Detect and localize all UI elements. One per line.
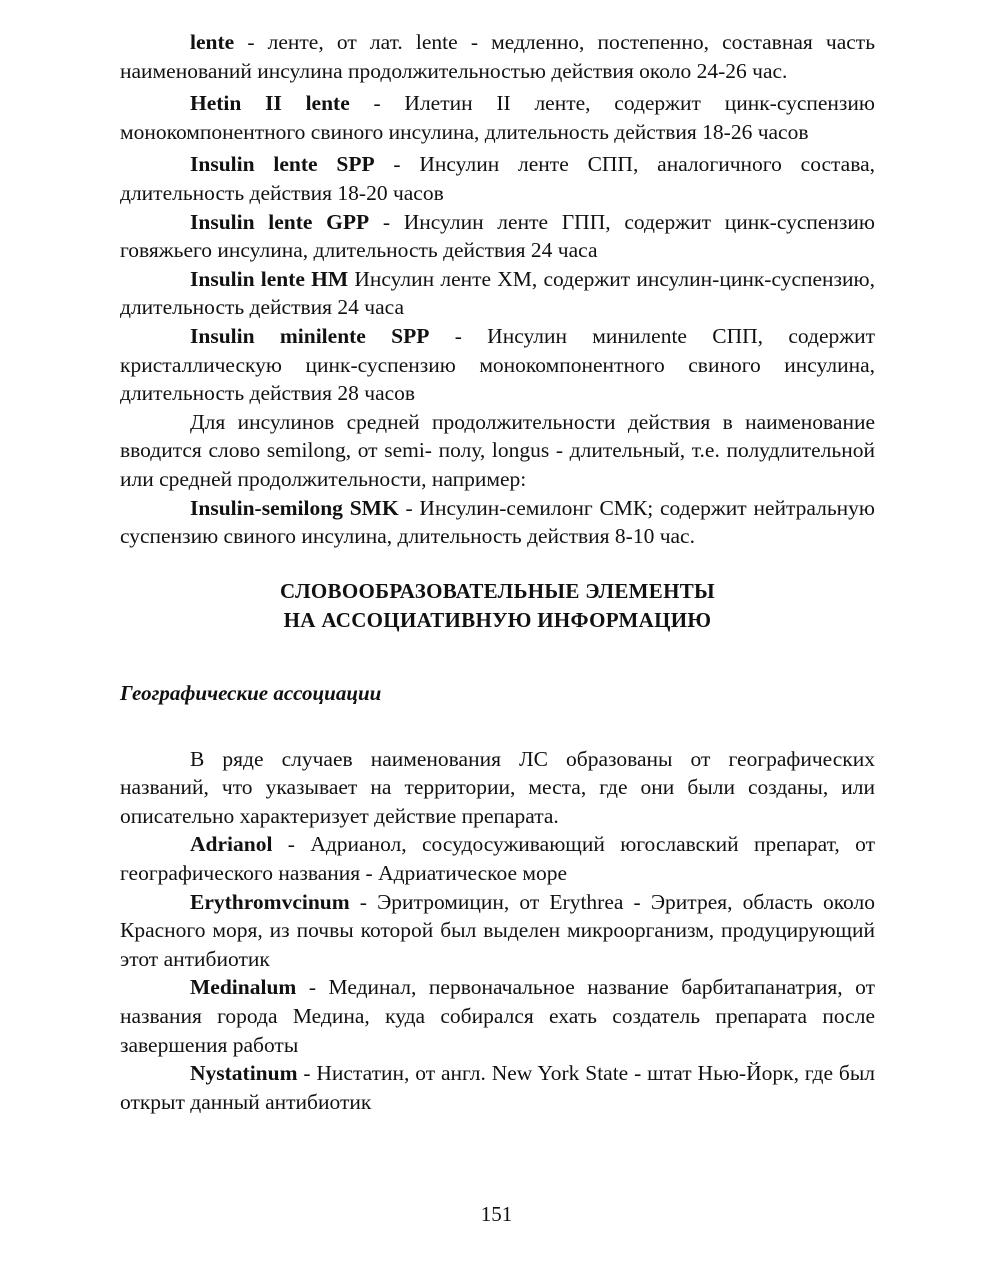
entry-term: lente [190, 30, 235, 54]
page-number: 151 [480, 1202, 513, 1226]
entry-nystatinum [120, 1059, 875, 1116]
entry-text: - ленте, от лат. lente - медленно, постепенно, составная часть наименований инсулина продолжительностью действия около 24-26 час. [120, 30, 875, 83]
entry-term: Insulin-semilong SMK [190, 495, 399, 520]
entry-text: - Нистатин, от англ. New York State - штат Нью-Йорк, где был открыт данный антибиотик [120, 1061, 875, 1114]
entry-text: - Инсулин ленте ГПП, содержит цинк-суспензию говяжьего инсулина, длительность действия 24 часа [120, 209, 875, 263]
entry-text: - Эритромицин, от Erythrea - Эритрея, область около Красного моря, из почвы которой был выделен микроорганизм, продуцирующий этот антибиотик [120, 889, 875, 971]
entry-text: - Илетин II ленте, содержит цинк-суспензию монокомпонентного свиного инсулина, длительность действия 18-26 часов [120, 91, 875, 144]
section-title [120, 577, 875, 635]
entry-text: Инсулин ленте ХМ, содержит инсулин-цинк-суспензию, длительность действия 24 часа [120, 266, 875, 320]
top-entries [120, 28, 875, 551]
entry-insulin-lente-hm [120, 265, 875, 322]
section-title-line-1: СЛОВООБРАЗОВАТЕЛЬНЫЕ ЭЛЕМЕНТЫ [280, 578, 715, 603]
entry-insulin-lente-spp [120, 150, 875, 207]
entry-text: - Инсулин ленте СПП, аналогичного состава, длительность действия 18-20 часов [120, 152, 876, 205]
entry-term: Hetin II lente [190, 91, 350, 116]
entry-text: - Инсулин-семилонг СМК; содержит нейтральную суспензию свиного инсулина, длительность действия 8-10 час. [120, 495, 875, 549]
entry-term: Erythromvcinum [190, 889, 350, 914]
entry-medinalum [120, 973, 875, 1059]
entry-term: Insulin lente GPP [190, 209, 370, 234]
section-title-line-2: НА АССОЦИАТИВНУЮ ИНФОРМАЦИЮ [283, 607, 712, 632]
entry-term: Medinalum [190, 975, 297, 1000]
entry-term: Nystatinum [190, 1061, 298, 1086]
entry-iletin-lente [120, 89, 875, 146]
entry-erythromycinum [120, 888, 875, 974]
entry-term: Insulin lente SPP [190, 152, 375, 177]
entry-lente [120, 28, 875, 85]
semilong-paragraph [120, 408, 875, 494]
entry-text: Для инсулинов средней продолжительности действия в наименование вводится слово semilong, от semi- полу, longus - длительный, т.е. полудлительной или средней продолжительности, например: [120, 409, 875, 491]
entry-insulin-minilente-spp [120, 322, 875, 408]
entry-adrianol [120, 830, 875, 887]
entry-text: - Мединал, первоначальное название барбитапанатрия, от названия города Медина, куда собирался ехать создатель препарата после завершения работы [120, 975, 875, 1057]
entry-term: Insulin minilente SPP [190, 323, 430, 348]
bottom-entries [120, 830, 875, 1116]
entry-term: Insulin lente HM [190, 266, 349, 291]
entry-text: - Инсулин минилente СПП, содержит кристаллическую цинк-суспензию монокомпонентного свиного инсулина, длительность действия 28 часов [120, 323, 876, 406]
entry-insulin-semilong-smk [120, 494, 875, 551]
intro-paragraph: В ряде случаев наименования ЛС образованы от географических названий, что указывает на территории, места, где они были созданы, или описательно характеризует действие препарата. [120, 746, 875, 828]
subheading: Географические ассоциации [120, 680, 382, 705]
entry-insulin-lente-gpp [120, 208, 875, 265]
entry-text: - Адрианол, сосудосуживающий югославский препарат, от географического названия - Адриатическое море [120, 832, 875, 886]
entry-term: Adrianol [190, 832, 273, 857]
